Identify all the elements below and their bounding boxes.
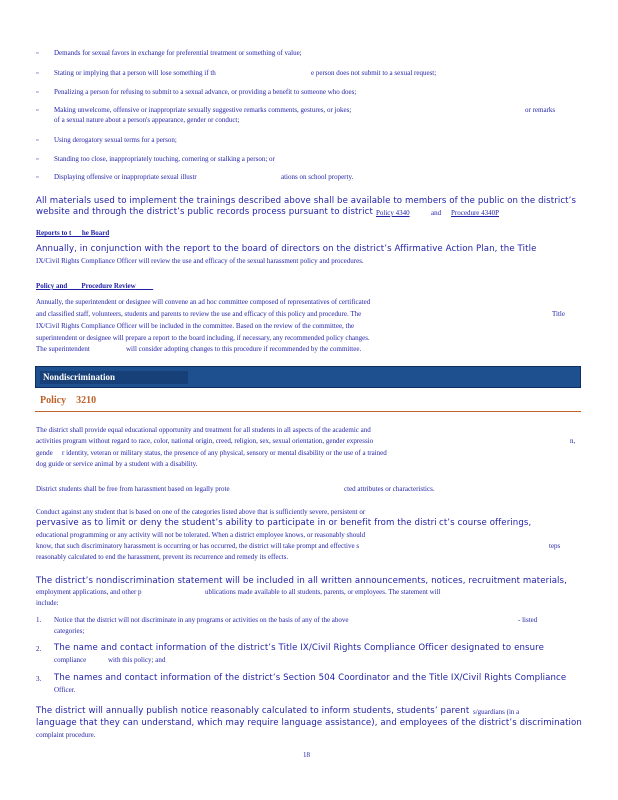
bullet-text-cont: of a sexual nature about a person's appearance, gender or conduct; [54,116,240,124]
final-line-1-tail: s/guardians (in a [473,708,520,716]
review-line: and classified staff, volunteers, students and parents to review the use and efficacy of this policy and procedure. The [36,310,362,318]
nondisc-line: dog guide or service animal by a student with a disability. [36,460,198,468]
list-item-text: The names and contact information of the district’s Section 504 Coordinator and the Title IX/Civil Rights Compliance [54,673,567,683]
bullet-text: Stating or implying that a person will lose something if th [54,69,216,77]
nondisc-line: r identity, veteran or military status, the presence of any physical, sensory or mental disability or the use of a trained [62,449,387,457]
review-line-tail: will consider adopting changes to this procedure if recommended by the committee. [126,345,362,353]
materials-line-1: All materials used to implement the trainings described above shall be available to members of the public on the district’s [36,196,577,206]
final-line-2: language that they can understand, which may require language assistance), and employees of the district’s discrimination [36,718,582,728]
bullet-icon: ▫ [36,173,39,181]
bullet-text-tail: e person does not submit to a sexual request; [311,69,437,77]
section-rule [35,411,581,412]
bullet-icon: ▫ [36,106,39,114]
review-title-right: Title [552,310,565,318]
bullet-icon: ▫ [36,88,39,96]
and-text: and [431,209,442,217]
review-heading: Policy and Procedure Review [36,282,136,290]
bullet-text: Penalizing a person for refusing to submit to a sexual advance, or providing a benefit to someone who does; [54,88,357,96]
bullet-icon: ▫ [36,69,39,77]
bullet-icon: ▫ [36,136,39,144]
policy-4340-link[interactable]: Policy 4340 [376,209,410,217]
page-number: 18 [303,751,310,759]
procedure-4340p-link[interactable]: Procedure 4340P [451,209,500,217]
bullet-text: Displaying offensive or inappropriate sexual illustr [54,173,197,181]
nondisc-p2-tail: cted attributes or characteristics. [344,485,435,493]
list-item-cont: compliance [54,656,87,664]
review-line: superintendent or designee will prepare a report to the board including, if necessary, any recommended policy changes. [36,334,370,342]
nondisc-p2: District students shall be free from harassment based on legally prote [36,485,230,493]
list-item-text: Notice that the district will not discriminate in any programs or activities on the basis of any of the above [54,616,349,624]
statement-line-1: The district’s nondiscrimination statement will be included in all written announcements, notices, recruitment materials, [36,576,567,586]
review-line: Annually, the superintendent or designee will convene an ad hoc committee composed of representatives of certificated [36,298,371,306]
bullet-icon: ▫ [36,49,39,57]
bullet-icon: ▫ [36,155,39,163]
list-number: 3. [36,675,42,683]
nondisc-p3-large: pervasive as to limit or deny the student’s ability to participate in or benefit from the distri [36,518,437,528]
review-line: The superintendent [36,345,90,353]
nondisc-p3-right: teps [549,542,561,550]
nondisc-p3: reasonably calculated to end the harassment, prevent its recurrence and remedy its effects. [36,553,289,561]
nondisc-p3: know, that such discriminatory harassment is occurring or has occurred, the district will take prompt and effective s [36,542,360,550]
reports-line-1: Annually, in conjunction with the report to the board of directors on the district’s Affirmative Action Plan, the Title [36,244,537,254]
list-item-cont-tail: with this policy; and [108,656,166,664]
bullet-text-tail: ations on school property. [281,173,354,181]
statement-line-2-tail: ublications made available to all students, parents, or employees. The statement will [205,588,441,596]
bullet-text: Making unwelcome, offensive or inappropriate sexually suggestive remarks comments, gestures, or jokes; [54,106,352,114]
review-line: IX/Civil Rights Compliance Officer will be included in the committee. Based on the review of the committee, the [36,322,355,330]
list-item-cont: Officer. [54,686,76,694]
nondisc-p3: Conduct against any student that is based on one of the categories listed above that is sufficiently severe, persistent or [36,508,366,516]
final-line-3: complaint procedure. [36,731,96,739]
nondisc-line: The district shall provide equal educational opportunity and treatment for all students in all aspects of the academic and [36,426,371,434]
nondisc-p3-large-tail: ct’s course offerings, [439,518,532,528]
materials-line-2: website and through the district’s public records process pursuant to district [36,207,373,217]
policy-heading: Policy 3210 [40,395,97,406]
nondisc-p3: educational programming or any activity will not be tolerated. When a district employee knows, or reasonably should [36,531,366,539]
section-banner [35,366,581,388]
statement-line-2: employment applications, and other p [36,588,142,596]
nondisc-line-right: n, [570,437,576,445]
list-item-cont: categories; [54,627,85,635]
nondisc-line: activities program without regard to race, color, national origin, creed, religion, sex, sexual orientation, gender expressio [36,437,374,445]
list-item-text: The name and contact information of the district’s Title IX/Civil Rights Compliance Officer designated to ensure [54,643,544,653]
section-title: Nondiscrimination [43,372,116,382]
list-item-tail: - listed [518,616,538,624]
bullet-text: Demands for sexual favors in exchange for preferential treatment or something of value; [54,49,302,57]
bullet-text: Using derogatory sexual terms for a person; [54,136,177,144]
nondisc-line: gende [36,449,53,457]
statement-line-3: include: [36,599,59,607]
bullet-text: Standing too close, inappropriately touching, cornering or stalking a person; or [54,155,275,163]
list-number: 1. [36,616,42,624]
reports-line-2: IX/Civil Rights Compliance Officer will review the use and efficacy of the sexual harassment policy and procedures. [36,257,364,265]
final-line-1: The district will annually publish notice reasonably calculated to inform students, students’ parent [36,706,470,716]
bullet-text-tail: or remarks [525,106,556,114]
reports-heading: Reports to t he Board [36,229,110,237]
list-number: 2. [36,645,42,653]
